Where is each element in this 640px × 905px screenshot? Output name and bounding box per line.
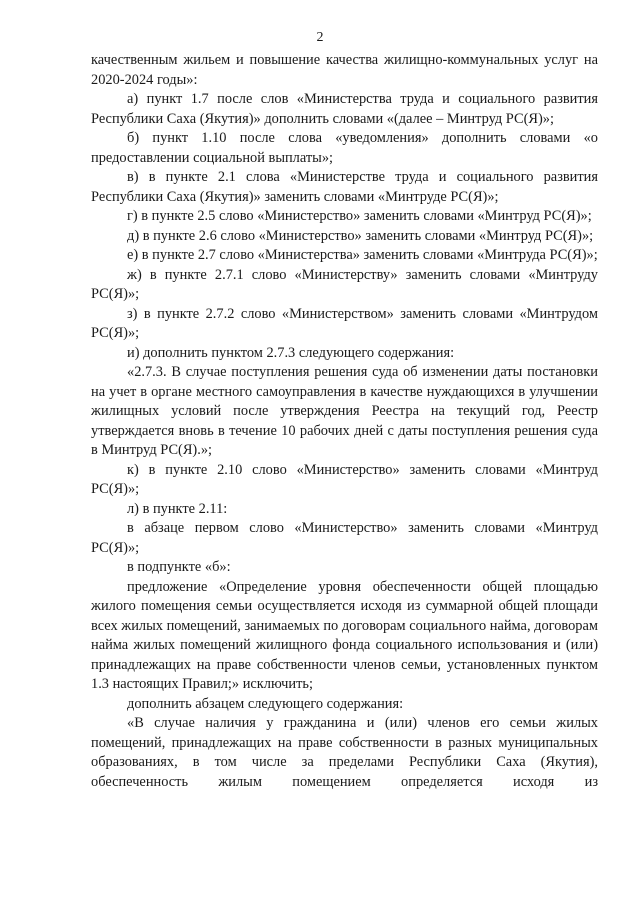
paragraph-item-a: а) пункт 1.7 после слов «Министерства труда и социального развития Республики Саха (Якутия)» дополнить словами «(далее – Минтруд РС(Я)»; bbox=[91, 91, 598, 127]
paragraph-add-abzac: дополнить абзацем следующего содержания: bbox=[127, 695, 404, 712]
paragraph-item-b: б) пункт 1.10 после слова «уведомления» дополнить словами «о предоставлении социальной выплаты»; bbox=[91, 130, 598, 166]
document-body bbox=[91, 51, 598, 792]
paragraph-item-z: з) в пункте 2.7.2 слово «Министерством» заменить словами «Минтрудом РС(Я)»; bbox=[91, 305, 598, 341]
paragraph-item-g: г) в пункте 2.5 слово «Министерство» заменить словами «Минтруд РС(Я)»; bbox=[127, 208, 592, 224]
paragraph-subpoint-b: в подпункте «б»: bbox=[127, 559, 231, 575]
paragraph-item-d: д) в пункте 2.6 слово «Министерство» заменить словами «Минтруд РС(Я)»; bbox=[127, 227, 594, 244]
paragraph-intro: качественным жильем и повышение качества жилищно-коммунальных услуг на 2020-2024 годы»: bbox=[91, 52, 598, 88]
paragraph-item-v: в) в пункте 2.1 слова «Министерстве труда и социального развития Республики Саха (Якутия)» заменить словами «Минтруде РС(Я)»; bbox=[91, 169, 598, 205]
paragraph-quote-2-7-3: «2.7.3. В случае поступления решения суда об изменении даты постановки на учет в органе местного самоуправления в качестве нуждающихся в улучшении жилищных условий после утверждения Реестра на текущий год, Реестр утверждается вновь в течение 10 рабочих дней с даты поступления решения суда в Минтруд РС(Я).»; bbox=[91, 364, 598, 458]
paragraph-sentence-exclude: предложение «Определение уровня обеспеченности общей площадью жилого помещения семьи осуществляется исходя из суммарной общей площади всех жилых помещений, занимаемых по договорам социального найма, договорам найма жилых помещений жилищного фонда социального использования и (или) принадлежащих на праве собственности членов семьи, установленных пунктом 1.3 настоящих Правил;» исключить; bbox=[91, 578, 598, 692]
page-number: 2 bbox=[316, 30, 324, 45]
paragraph-quote-continued: «В случае наличия у гражданина и (или) членов его семьи жилых помещений, принадлежащих на праве собственности в разных муниципальных образованиях, в том числе за пределами Республики Саха (Якутия), обеспеченность жилым помещением определяется исходя из bbox=[91, 715, 598, 790]
paragraph-item-i: и) дополнить пунктом 2.7.3 следующего содержания: bbox=[127, 344, 455, 361]
paragraph-abzac-first: в абзаце первом слово «Министерство» заменить словами «Минтруд РС(Я)»; bbox=[91, 520, 598, 556]
paragraph-item-zh: ж) в пункте 2.7.1 слово «Министерству» заменить словами «Минтруду РС(Я)»; bbox=[91, 266, 598, 302]
paragraph-item-e: е) в пункте 2.7 слово «Министерства» заменить словами «Минтруда РС(Я)»; bbox=[127, 247, 598, 263]
paragraph-item-k: к) в пункте 2.10 слово «Министерство» заменить словами «Минтруд РС(Я)»; bbox=[91, 461, 598, 497]
paragraph-item-l: л) в пункте 2.11: bbox=[127, 500, 228, 517]
